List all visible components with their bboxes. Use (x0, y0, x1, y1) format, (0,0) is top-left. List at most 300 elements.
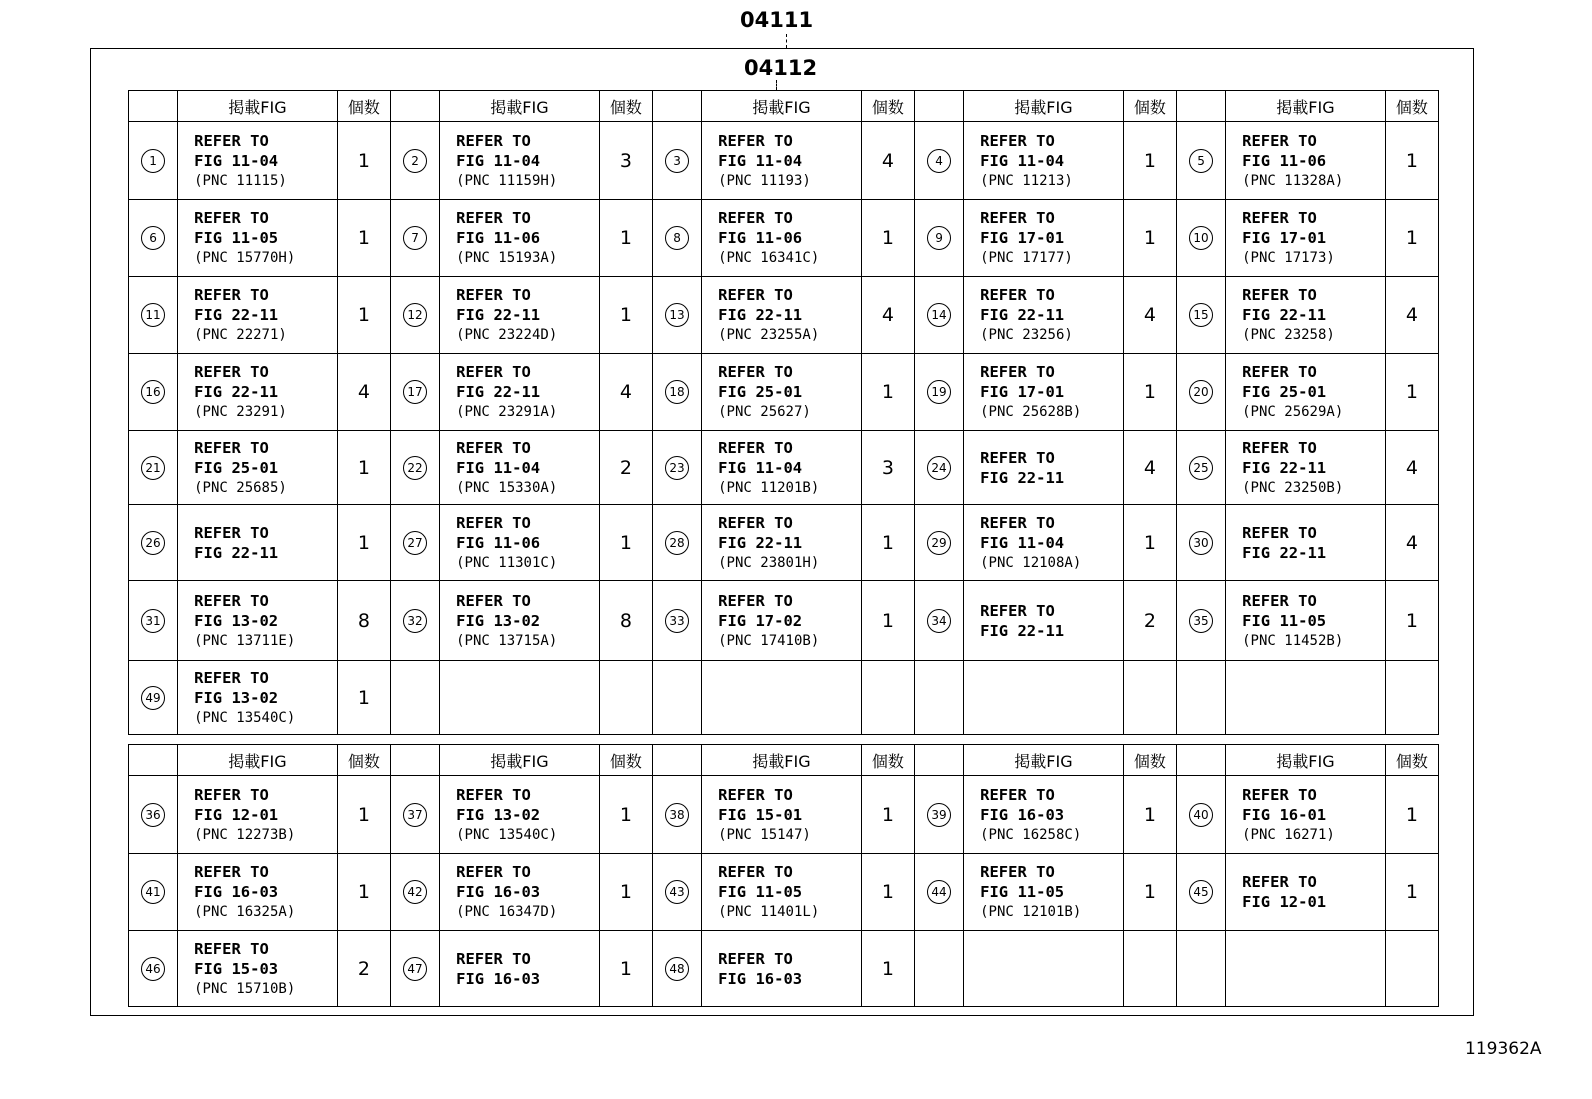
callout-number: 47 (403, 957, 427, 981)
quantity-cell: 4 (1385, 505, 1438, 581)
quantity-cell: 1 (337, 122, 390, 200)
figure-reference: FIG 11-04 (456, 151, 541, 170)
refer-to-label: REFER TO (980, 863, 1055, 881)
quantity-cell: 4 (337, 354, 390, 431)
header-fig: 掲載FIG (702, 745, 862, 776)
reference-cell (702, 200, 862, 277)
callout-cell (1177, 277, 1226, 354)
reference-cell (702, 661, 862, 735)
header-fig: 掲載FIG (964, 91, 1124, 122)
callout-cell (1177, 581, 1226, 661)
figure-reference: FIG 11-05 (980, 883, 1065, 901)
header-row (129, 91, 1439, 122)
figure-reference: FIG 22-11 (194, 543, 279, 562)
reference-cell (702, 354, 862, 431)
quantity-cell: 1 (337, 431, 390, 505)
header-fig: 掲載FIG (178, 745, 338, 776)
quantity-cell: 1 (1123, 505, 1176, 581)
callout-cell (1177, 200, 1226, 277)
reference-cell (702, 581, 862, 661)
callout-number: 38 (665, 803, 689, 827)
callout-number: 34 (927, 609, 951, 633)
quantity-cell: 1 (861, 581, 914, 661)
reference-cell (1226, 931, 1386, 1007)
figure-reference: FIG 12-01 (194, 805, 279, 824)
callout-number: 9 (927, 226, 951, 250)
refer-to-label: REFER TO (1242, 209, 1317, 227)
header-fig: 掲載FIG (440, 91, 600, 122)
callout-cell (653, 122, 702, 200)
table-row (129, 354, 1439, 431)
quantity-cell: 2 (337, 931, 390, 1007)
refer-to-label: REFER TO (718, 863, 793, 881)
figure-reference: FIG 22-11 (1242, 543, 1327, 562)
reference-cell (178, 854, 338, 931)
callout-number: 20 (1189, 380, 1213, 404)
reference-cell (964, 354, 1124, 431)
callout-number: 39 (927, 803, 951, 827)
reference-cell (1226, 200, 1386, 277)
figure-reference: FIG 16-03 (456, 883, 541, 901)
table-row (129, 200, 1439, 277)
refer-to-label: REFER TO (1242, 785, 1317, 804)
refer-to-label: REFER TO (718, 363, 793, 381)
refer-to-label: REFER TO (1242, 363, 1317, 381)
header-blank (915, 745, 964, 776)
quantity-cell: 1 (1385, 122, 1438, 200)
callout-cell (129, 776, 178, 854)
refer-to-label: REFER TO (1242, 438, 1317, 457)
quantity-cell (599, 661, 652, 735)
quantity-cell: 1 (1385, 354, 1438, 431)
quantity-cell: 1 (861, 931, 914, 1007)
refer-to-label: REFER TO (456, 863, 531, 881)
quantity-cell: 1 (1123, 354, 1176, 431)
refer-to-label: REFER TO (1242, 523, 1317, 542)
callout-cell (1177, 505, 1226, 581)
reference-cell (440, 122, 600, 200)
callout-number: 19 (927, 380, 951, 404)
callout-number: 6 (141, 226, 165, 250)
reference-cell (440, 854, 600, 931)
pnc-code: (PNC 23256) (980, 327, 1073, 343)
callout-cell (653, 661, 702, 735)
table-row (129, 661, 1439, 735)
callout-number: 37 (403, 803, 427, 827)
figure-reference: FIG 11-04 (980, 533, 1065, 552)
pnc-code: (PNC 17177) (980, 250, 1073, 266)
reference-cell (440, 277, 600, 354)
callout-cell (391, 277, 440, 354)
leader-line-assembly (786, 34, 787, 48)
figure-reference: FIG 25-01 (194, 458, 279, 477)
header-qty: 個数 (337, 91, 390, 122)
pnc-code: (PNC 11401L) (718, 904, 820, 920)
quantity-cell: 1 (861, 354, 914, 431)
refer-to-label: REFER TO (194, 591, 269, 610)
callout-number: 36 (141, 803, 165, 827)
callout-cell (915, 122, 964, 200)
quantity-cell: 1 (599, 931, 652, 1007)
header-qty: 個数 (1385, 745, 1438, 776)
quantity-cell: 1 (1385, 581, 1438, 661)
figure-reference: FIG 11-04 (718, 458, 803, 477)
callout-number: 29 (927, 531, 951, 555)
refer-to-label: REFER TO (980, 286, 1055, 304)
quantity-cell: 1 (599, 277, 652, 354)
header-blank (915, 91, 964, 122)
reference-cell (702, 431, 862, 505)
pnc-code: (PNC 23250B) (1242, 479, 1344, 496)
callout-number: 40 (1189, 803, 1213, 827)
reference-cell (440, 505, 600, 581)
reference-cell (440, 581, 600, 661)
reference-cell (964, 200, 1124, 277)
callout-number: 22 (403, 456, 427, 480)
quantity-cell: 1 (337, 776, 390, 854)
figure-reference: FIG 11-06 (718, 229, 803, 247)
callout-cell (653, 854, 702, 931)
figure-reference: FIG 11-05 (1242, 611, 1327, 630)
parts-reference-table-1 (128, 90, 1439, 735)
pnc-code: (PNC 25629A) (1242, 404, 1344, 420)
quantity-cell: 1 (337, 854, 390, 931)
header-fig: 掲載FIG (1226, 91, 1386, 122)
figure-reference: FIG 16-03 (194, 883, 279, 901)
figure-reference: FIG 13-02 (456, 611, 541, 630)
header-qty: 個数 (1385, 91, 1438, 122)
refer-to-label: REFER TO (980, 785, 1055, 804)
callout-number: 4 (927, 149, 951, 173)
reference-cell (178, 200, 338, 277)
reference-cell (1226, 581, 1386, 661)
quantity-cell: 2 (599, 431, 652, 505)
pnc-code: (PNC 15147) (718, 826, 811, 843)
figure-reference: FIG 17-01 (980, 229, 1065, 247)
pnc-code: (PNC 11213) (980, 172, 1073, 189)
reference-cell (702, 277, 862, 354)
callout-cell (391, 505, 440, 581)
refer-to-label: REFER TO (980, 209, 1055, 227)
pnc-code: (PNC 13540C) (194, 709, 296, 726)
pnc-code: (PNC 23258) (1242, 327, 1335, 343)
table-row (129, 581, 1439, 661)
figure-reference: FIG 11-04 (194, 151, 279, 170)
callout-number: 30 (1189, 531, 1213, 555)
callout-cell (391, 776, 440, 854)
figure-reference: FIG 11-05 (718, 883, 803, 901)
reference-cell (1226, 277, 1386, 354)
refer-to-label: REFER TO (194, 209, 269, 227)
reference-cell (964, 277, 1124, 354)
callout-number: 8 (665, 226, 689, 250)
pnc-code: (PNC 12101B) (980, 904, 1082, 920)
header-blank (129, 745, 178, 776)
callout-cell (391, 581, 440, 661)
reference-cell (1226, 661, 1386, 735)
refer-to-label: REFER TO (194, 939, 269, 958)
callout-cell (653, 505, 702, 581)
figure-reference: FIG 22-11 (456, 306, 541, 324)
refer-to-label: REFER TO (718, 513, 793, 532)
callout-cell (653, 354, 702, 431)
callout-number: 33 (665, 609, 689, 633)
figure-reference: FIG 11-06 (1242, 151, 1327, 170)
reference-cell (964, 431, 1124, 505)
callout-cell (915, 931, 964, 1007)
pnc-code: (PNC 13715A) (456, 632, 558, 649)
callout-number: 18 (665, 380, 689, 404)
reference-cell (964, 581, 1124, 661)
figure-reference: FIG 25-01 (1242, 383, 1327, 401)
refer-to-label: REFER TO (718, 131, 793, 150)
quantity-cell: 1 (337, 661, 390, 735)
quantity-cell (1123, 931, 1176, 1007)
callout-cell (1177, 661, 1226, 735)
callout-cell (129, 277, 178, 354)
pnc-code: (PNC 12108A) (980, 554, 1082, 571)
quantity-cell: 1 (337, 200, 390, 277)
refer-to-label: REFER TO (980, 448, 1055, 467)
quantity-cell: 1 (1123, 776, 1176, 854)
refer-to-label: REFER TO (194, 438, 269, 457)
refer-to-label: REFER TO (194, 523, 269, 542)
pnc-code: (PNC 16258C) (980, 826, 1082, 843)
quantity-cell: 1 (599, 854, 652, 931)
figure-reference: FIG 11-06 (456, 533, 541, 552)
refer-to-label: REFER TO (456, 363, 531, 381)
pnc-code: (PNC 25685) (194, 479, 287, 496)
quantity-cell: 1 (337, 505, 390, 581)
refer-to-label: REFER TO (194, 286, 269, 304)
quantity-cell: 4 (1385, 277, 1438, 354)
refer-to-label: REFER TO (1242, 131, 1317, 150)
reference-cell (440, 661, 600, 735)
callout-number: 27 (403, 531, 427, 555)
callout-number: 41 (141, 880, 165, 904)
header-blank (653, 91, 702, 122)
pnc-code: (PNC 15330A) (456, 479, 558, 496)
table-row (129, 431, 1439, 505)
figure-reference: FIG 15-03 (194, 959, 279, 978)
quantity-cell: 1 (1385, 200, 1438, 277)
refer-to-label: REFER TO (194, 863, 269, 881)
callout-cell (129, 122, 178, 200)
reference-cell (702, 776, 862, 854)
refer-to-label: REFER TO (718, 209, 793, 227)
quantity-cell: 4 (1123, 431, 1176, 505)
pnc-code: (PNC 11115) (194, 172, 287, 189)
reference-cell (1226, 431, 1386, 505)
pnc-code: (PNC 15710B) (194, 980, 296, 997)
callout-cell (391, 854, 440, 931)
quantity-cell: 2 (1123, 581, 1176, 661)
refer-to-label: REFER TO (194, 785, 269, 804)
callout-cell (915, 277, 964, 354)
pnc-code: (PNC 25628B) (980, 404, 1082, 420)
callout-cell (391, 661, 440, 735)
pnc-code: (PNC 22271) (194, 327, 287, 343)
callout-cell (653, 431, 702, 505)
illustration-code: 119362A (1465, 1039, 1542, 1059)
callout-number: 48 (665, 957, 689, 981)
callout-number: 3 (665, 149, 689, 173)
quantity-cell: 4 (861, 277, 914, 354)
pnc-code: (PNC 16325A) (194, 904, 296, 920)
pnc-code: (PNC 23291A) (456, 404, 558, 420)
figure-reference: FIG 13-02 (194, 611, 279, 630)
callout-cell (1177, 354, 1226, 431)
header-fig: 掲載FIG (702, 91, 862, 122)
header-qty: 個数 (337, 745, 390, 776)
pnc-code: (PNC 23291) (194, 404, 287, 420)
refer-to-label: REFER TO (456, 438, 531, 457)
refer-to-label: REFER TO (980, 131, 1055, 150)
reference-cell (1226, 505, 1386, 581)
figure-reference: FIG 16-03 (456, 969, 541, 988)
refer-to-label: REFER TO (194, 363, 269, 381)
reference-cell (1226, 354, 1386, 431)
reference-cell (440, 200, 600, 277)
reference-cell (702, 505, 862, 581)
header-qty: 個数 (861, 91, 914, 122)
quantity-cell: 4 (1385, 431, 1438, 505)
callout-number: 2 (403, 149, 427, 173)
figure-reference: FIG 22-11 (194, 383, 279, 401)
header-blank (391, 91, 440, 122)
callout-cell (391, 431, 440, 505)
figure-reference: FIG 12-01 (1242, 893, 1327, 911)
quantity-cell (1123, 661, 1176, 735)
refer-to-label: REFER TO (456, 591, 531, 610)
callout-cell (915, 661, 964, 735)
quantity-cell: 1 (861, 200, 914, 277)
callout-number: 26 (141, 531, 165, 555)
table-row (129, 854, 1439, 931)
callout-cell (915, 581, 964, 661)
header-qty: 個数 (1123, 745, 1176, 776)
figure-reference: FIG 22-11 (456, 383, 541, 401)
table-row (129, 776, 1439, 854)
reference-cell (440, 431, 600, 505)
refer-to-label: REFER TO (980, 513, 1055, 532)
reference-cell (178, 776, 338, 854)
quantity-cell: 1 (337, 277, 390, 354)
quantity-cell (861, 661, 914, 735)
reference-cell (440, 354, 600, 431)
header-blank (653, 745, 702, 776)
pnc-code: (PNC 17410B) (718, 632, 820, 649)
parts-reference-table-2 (128, 744, 1439, 1007)
reference-cell (178, 277, 338, 354)
quantity-cell: 4 (861, 122, 914, 200)
refer-to-label: REFER TO (194, 668, 269, 687)
pnc-code: (PNC 15193A) (456, 250, 558, 266)
figure-reference: FIG 13-02 (194, 688, 279, 707)
refer-to-label: REFER TO (1242, 591, 1317, 610)
pnc-code: (PNC 25627) (718, 404, 811, 420)
header-fig: 掲載FIG (178, 91, 338, 122)
sub-assembly-number: 04112 (744, 56, 818, 80)
quantity-cell: 1 (861, 505, 914, 581)
figure-reference: FIG 22-11 (718, 306, 803, 324)
callout-number: 25 (1189, 456, 1213, 480)
callout-cell (129, 431, 178, 505)
figure-reference: FIG 11-04 (718, 151, 803, 170)
callout-number: 16 (141, 380, 165, 404)
reference-cell (178, 505, 338, 581)
refer-to-label: REFER TO (718, 438, 793, 457)
reference-cell (964, 505, 1124, 581)
pnc-code: (PNC 17173) (1242, 250, 1335, 266)
reference-cell (178, 661, 338, 735)
reference-cell (964, 931, 1124, 1007)
reference-cell (440, 931, 600, 1007)
quantity-cell: 1 (1123, 854, 1176, 931)
callout-number: 35 (1189, 609, 1213, 633)
pnc-code: (PNC 16271) (1242, 826, 1335, 843)
figure-reference: FIG 16-01 (1242, 805, 1327, 824)
callout-cell (129, 854, 178, 931)
reference-cell (178, 122, 338, 200)
table-row (129, 122, 1439, 200)
callout-cell (391, 354, 440, 431)
figure-reference: FIG 17-02 (718, 611, 803, 630)
reference-cell (964, 122, 1124, 200)
pnc-code: (PNC 11328A) (1242, 172, 1344, 189)
pnc-code: (PNC 11193) (718, 172, 811, 189)
callout-number: 14 (927, 303, 951, 327)
figure-reference: FIG 22-11 (194, 306, 279, 324)
quantity-cell: 1 (1123, 122, 1176, 200)
figure-reference: FIG 22-11 (1242, 306, 1327, 324)
header-blank (1177, 745, 1226, 776)
callout-number: 23 (665, 456, 689, 480)
callout-cell (653, 776, 702, 854)
pnc-code: (PNC 23801H) (718, 554, 820, 571)
callout-cell (129, 200, 178, 277)
quantity-cell: 8 (337, 581, 390, 661)
pnc-code: (PNC 11301C) (456, 554, 558, 571)
header-blank (391, 745, 440, 776)
callout-cell (915, 505, 964, 581)
figure-reference: FIG 22-11 (980, 468, 1065, 487)
header-row (129, 745, 1439, 776)
header-qty: 個数 (599, 91, 652, 122)
callout-number: 17 (403, 380, 427, 404)
figure-reference: FIG 25-01 (718, 383, 803, 401)
pnc-code: (PNC 12273B) (194, 826, 296, 843)
callout-number: 15 (1189, 303, 1213, 327)
refer-to-label: REFER TO (456, 513, 531, 532)
refer-to-label: REFER TO (456, 209, 531, 227)
reference-cell (964, 776, 1124, 854)
figure-reference: FIG 15-01 (718, 805, 803, 824)
quantity-cell: 4 (599, 354, 652, 431)
header-fig: 掲載FIG (1226, 745, 1386, 776)
callout-cell (391, 122, 440, 200)
quantity-cell: 1 (599, 776, 652, 854)
callout-number: 5 (1189, 149, 1213, 173)
callout-cell (129, 661, 178, 735)
header-blank (1177, 91, 1226, 122)
reference-cell (702, 854, 862, 931)
quantity-cell (1385, 931, 1438, 1007)
callout-cell (1177, 431, 1226, 505)
callout-number: 44 (927, 880, 951, 904)
figure-reference: FIG 22-11 (1242, 458, 1327, 477)
refer-to-label: REFER TO (718, 949, 793, 968)
